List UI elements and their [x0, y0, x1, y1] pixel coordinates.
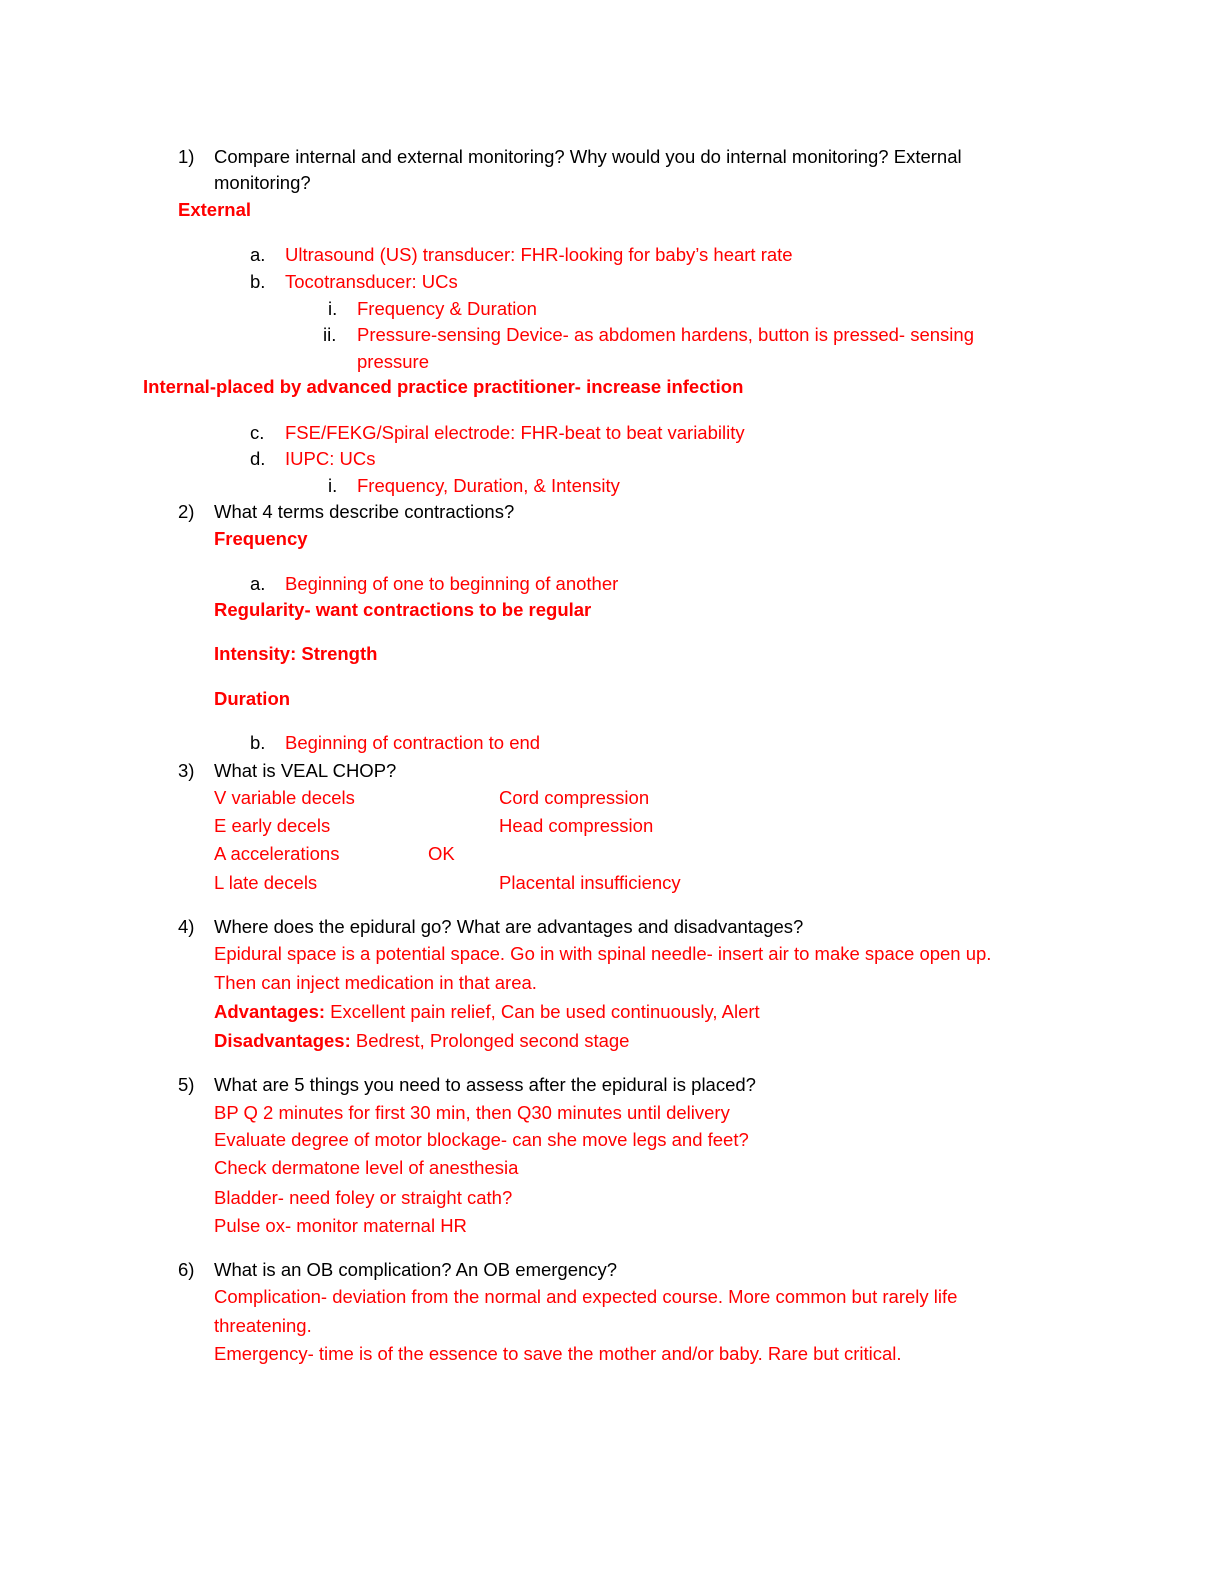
- q1-item-b-marker: b.: [250, 271, 266, 292]
- q5-answer-4: Bladder- need foley or straight cath?: [214, 1187, 513, 1208]
- q4-advantages: [214, 1000, 760, 1024]
- q3-row-l-right: Placental insufficiency: [499, 872, 681, 893]
- q1-toco-sub-i-text: Frequency & Duration: [357, 298, 537, 319]
- q3-row-v-left: V variable decels: [214, 787, 355, 808]
- q3-number: 3): [178, 760, 195, 781]
- q4-disadvantages: [214, 1029, 629, 1053]
- q6-answer-line1: Complication- deviation from the normal and expected course. More common but rarely life: [214, 1286, 958, 1307]
- q4-question: Where does the epidural go? What are advantages and disadvantages?: [214, 916, 804, 937]
- q2-duration-item-text: Beginning of contraction to end: [285, 732, 541, 753]
- q3-row-e-right: Head compression: [499, 815, 654, 836]
- q1-question-line1: Compare internal and external monitoring? Why would you do internal monitoring? External: [214, 146, 962, 167]
- q2-duration-item-marker: b.: [250, 732, 266, 753]
- q4-advantages-label: Advantages:: [214, 1001, 326, 1022]
- q1-iupc-sub-text: Frequency, Duration, & Intensity: [357, 475, 620, 496]
- q1-question-line2: monitoring?: [214, 172, 311, 193]
- q5-answer-5: Pulse ox- monitor maternal HR: [214, 1215, 467, 1236]
- q4-answer-line1: Epidural space is a potential space. Go in with spinal needle- insert air to make space open up.: [214, 943, 992, 964]
- q1-item-d-text: IUPC: UCs: [285, 448, 376, 469]
- q2-number: 2): [178, 501, 195, 522]
- q5-answer-3: Check dermatone level of anesthesia: [214, 1157, 519, 1178]
- q1-external-heading: External: [178, 199, 252, 220]
- q5-answer-2: Evaluate degree of motor blockage- can she move legs and feet?: [214, 1129, 749, 1150]
- q6-number: 6): [178, 1259, 195, 1280]
- q4-disadvantages-label: Disadvantages:: [214, 1030, 351, 1051]
- q1-toco-sub-ii-continued: pressure: [357, 351, 429, 372]
- q2-frequency-item-text: Beginning of one to beginning of another: [285, 573, 619, 594]
- q2-duration-heading: Duration: [214, 688, 291, 709]
- q1-item-a-marker: a.: [250, 244, 266, 265]
- q1-item-b-text: Tocotransducer: UCs: [285, 271, 458, 292]
- q1-iupc-sub-marker: i.: [328, 475, 338, 496]
- q1-item-a-text: Ultrasound (US) transducer: FHR-looking for baby’s heart rate: [285, 244, 793, 265]
- q2-regularity-heading: Regularity- want contractions to be regular: [214, 599, 592, 620]
- q2-question: What 4 terms describe contractions?: [214, 501, 515, 522]
- q1-number: 1): [178, 146, 195, 167]
- q3-row-e-left: E early decels: [214, 815, 331, 836]
- q2-frequency-item-marker: a.: [250, 573, 266, 594]
- q1-item-d-marker: d.: [250, 448, 266, 469]
- q4-advantages-text: Excellent pain relief, Can be used continuously, Alert: [325, 1001, 760, 1022]
- q1-item-c-text: FSE/FEKG/Spiral electrode: FHR-beat to beat variability: [285, 422, 745, 443]
- q3-question: What is VEAL CHOP?: [214, 760, 397, 781]
- q5-question: What are 5 things you need to assess after the epidural is placed?: [214, 1074, 756, 1095]
- q4-number: 4): [178, 916, 195, 937]
- q1-toco-sub-ii-marker: ii.: [323, 324, 337, 345]
- q3-row-v-right: Cord compression: [499, 787, 650, 808]
- q5-answer-1: BP Q 2 minutes for first 30 min, then Q30 minutes until delivery: [214, 1102, 730, 1123]
- q4-answer-line2: Then can inject medication in that area.: [214, 972, 537, 993]
- q1-internal-heading: Internal-placed by advanced practice practitioner- increase infection: [143, 376, 744, 397]
- q2-intensity-heading: Intensity: Strength: [214, 643, 378, 664]
- q1-item-c-marker: c.: [250, 422, 265, 443]
- q4-disadvantages-text: Bedrest, Prolonged second stage: [350, 1030, 630, 1051]
- q1-toco-sub-ii-text: Pressure-sensing Device- as abdomen hardens, button is pressed- sensing: [357, 324, 974, 345]
- q5-number: 5): [178, 1074, 195, 1095]
- q3-row-a-left: A accelerations: [214, 843, 340, 864]
- q3-row-l-left: L late decels: [214, 872, 318, 893]
- q3-row-a-mid: OK: [428, 843, 455, 864]
- q6-question: What is an OB complication? An OB emergency?: [214, 1259, 618, 1280]
- q6-answer-line2: threatening.: [214, 1315, 312, 1336]
- q1-toco-sub-i-marker: i.: [328, 298, 338, 319]
- q2-frequency-heading: Frequency: [214, 528, 308, 549]
- q6-answer-line3: Emergency- time is of the essence to save the mother and/or baby. Rare but critical.: [214, 1343, 902, 1364]
